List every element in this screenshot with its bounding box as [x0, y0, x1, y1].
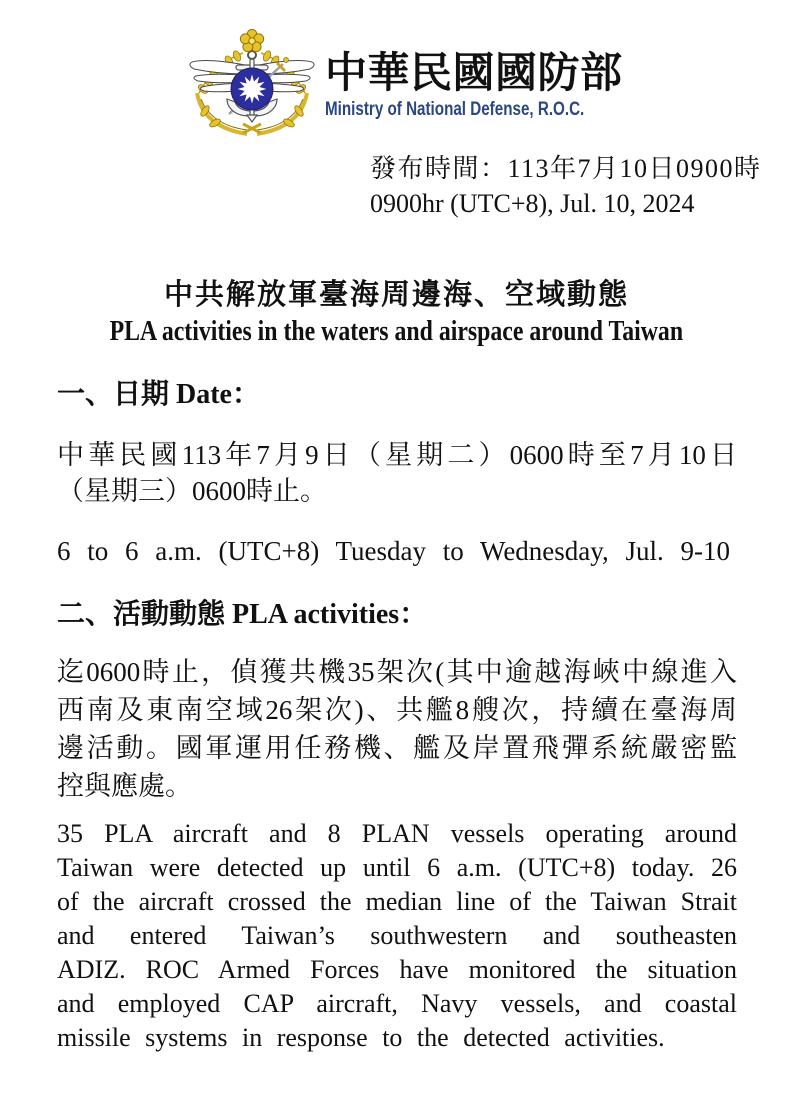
title-zh: 中共解放軍臺海周邊海、空域動態	[163, 279, 629, 311]
date-paragraph-zh	[57, 437, 737, 509]
text-line: ADIZ. ROC Armed Forces have monitored the situation	[57, 955, 737, 984]
text-line: 迄0600時止，偵獲共機35架次(其中逾越海峽中線進入	[57, 657, 737, 687]
text-line: and entered Taiwan’s southwestern and southeasten	[57, 921, 737, 950]
release-time-en: 0900hr (UTC+8), Jul. 10, 2024	[370, 189, 695, 218]
activity-paragraph-zh	[57, 653, 737, 805]
text-line: Taiwan were detected up until 6 a.m. (UTC+8) today. 26	[57, 853, 737, 882]
release-time-block	[370, 151, 762, 221]
section-1-heading: 一、日期 Date：	[57, 379, 260, 410]
text-line: （星期三）0600時止。	[57, 476, 327, 506]
org-name-en: Ministry of National Defense, R.O.C.	[325, 99, 585, 121]
activity-paragraph-en	[57, 817, 737, 1055]
date-paragraph-en	[57, 533, 737, 569]
text-line: of the aircraft crossed the median line of the Taiwan Strait	[57, 887, 737, 916]
title-en: PLA activities in the waters and airspace around Taiwan	[109, 316, 684, 347]
plum-blossom	[240, 30, 263, 52]
text-line: and employed CAP aircraft, Navy vessels, and coastal	[57, 989, 737, 1018]
org-names	[325, 28, 649, 121]
text-line: 35 PLA aircraft and 8 PLAN vessels operating around	[57, 819, 737, 848]
text-line: 邊活動。國軍運用任務機、艦及岸置飛彈系統嚴密監	[57, 733, 737, 763]
text-line: 控與應處。	[57, 771, 192, 801]
release-time-zh: 發布時間：113年7月10日0900時	[370, 154, 762, 183]
mnd-emblem-icon	[185, 28, 319, 142]
org-name-zh: 中華民國國防部	[325, 51, 623, 97]
text-line: missile systems in response to the detected activities.	[57, 1023, 665, 1052]
document-body	[57, 375, 737, 1055]
text-line: 中華民國113年7月9日（星期二）0600時至7月10日	[57, 440, 737, 470]
section-2-heading: 二、活動動態 PLA activities：	[57, 599, 428, 630]
text-line: 西南及東南空域26架次)、共艦8艘次，持續在臺海周	[57, 695, 737, 725]
sun-disc	[231, 68, 273, 110]
title-en-wrap	[0, 316, 793, 348]
header	[185, 28, 649, 142]
document-title	[0, 272, 793, 348]
text-line: 6 to 6 a.m. (UTC+8) Tuesday to Wednesday, Jul. 9-10	[57, 536, 731, 566]
